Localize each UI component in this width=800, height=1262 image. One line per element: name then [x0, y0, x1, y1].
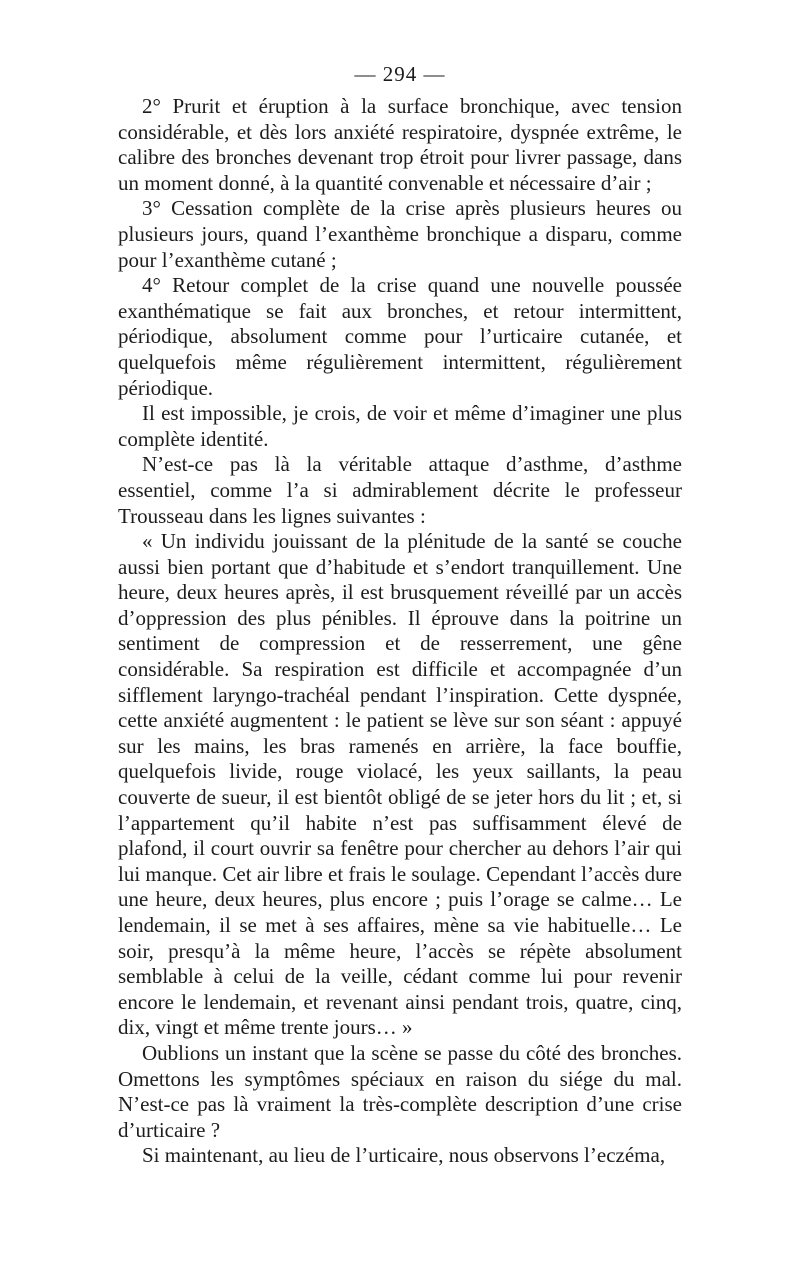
- paragraph-symptom-2: 2° Prurit et éruption à la surface bronchique, avec tension considérable, et dès lors anxiété respiratoire, dyspnée extrême, le calibre des bronches devenant trop étroit pour livrer passage, dans un moment donné, à la quantité convenable et nécessaire d’air ;: [118, 94, 682, 195]
- paragraph-urticaria-comparison: Oublions un instant que la scène se passe du côté des bronches. Omettons les symptômes spéciaux en raison du siége du mal. N’est-ce pas là vraiment la très-complète description d’une crise d’urticaire ?: [118, 1040, 682, 1142]
- paragraph-trousseau-intro: N’est-ce pas là la véritable attaque d’asthme, d’asthme essentiel, comme l’a si admirablement décrite le professeur Trousseau dans les lignes suivantes :: [118, 452, 682, 528]
- paragraph-trousseau-quote: « Un individu jouissant de la plénitude de la santé se couche aussi bien portant que d’habitude et s’endort tranquillement. Une heure, deux heures après, il est brusquement réveillé par un accès d’oppression des plus pénibles. Il éprouve dans la poitrine un sentiment de compression et de resserrement, une gêne considérable. Sa respiration est difficile et accompagnée d’un sifflement laryngo-trachéal pendant l’inspiration. Cette dyspnée, cette anxiété augmentent : le patient se lève sur son séant : appuyé sur les mains, les bras ramenés en arrière, la face bouffie, quelquefois livide, rouge violacé, les yeux saillants, la peau couverte de sueur, il est bientôt obligé de se jeter hors du lit ; et, si l’appartement qu’il habite n’est pas suffisamment élevé de plafond, il court ouvrir sa fenêtre pour chercher au dehors l’air qui lui manque. Cet air libre et frais le soulage. Cependant l’accès dure une heure, deux heures, plus encore ; puis l’orage se calme… Le lendemain, il se met à ses affaires, mène sa vie habituelle… Le soir, presqu’à la même heure, l’accès se répète absolument semblable à celui de la veille, cédant comme lui pour revenir encore le lendemain, et revenant ainsi pendant trois, quatre, cinq, dix, vingt et même trente jours… »: [118, 529, 682, 1040]
- paragraph-symptom-4: 4° Retour complet de la crise quand une nouvelle poussée exanthématique se fait aux bronches, et retour intermittent, périodique, absolument comme pour l’urticaire cutanée, et quelquefois même régulièrement intermittent, régulièrement périodique.: [118, 273, 682, 400]
- book-page: [118, 58, 682, 1169]
- page-number: — 294 —: [354, 62, 446, 86]
- paragraph-symptom-3: 3° Cessation complète de la crise après plusieurs heures ou plusieurs jours, quand l’exanthème bronchique a disparu, comme pour l’exanthème cutané ;: [118, 196, 682, 272]
- paragraph-identity: Il est impossible, je crois, de voir et même d’imaginer une plus complète identité.: [118, 401, 682, 451]
- paragraph-eczema: Si maintenant, au lieu de l’urticaire, nous observons l’eczéma,: [142, 1143, 666, 1168]
